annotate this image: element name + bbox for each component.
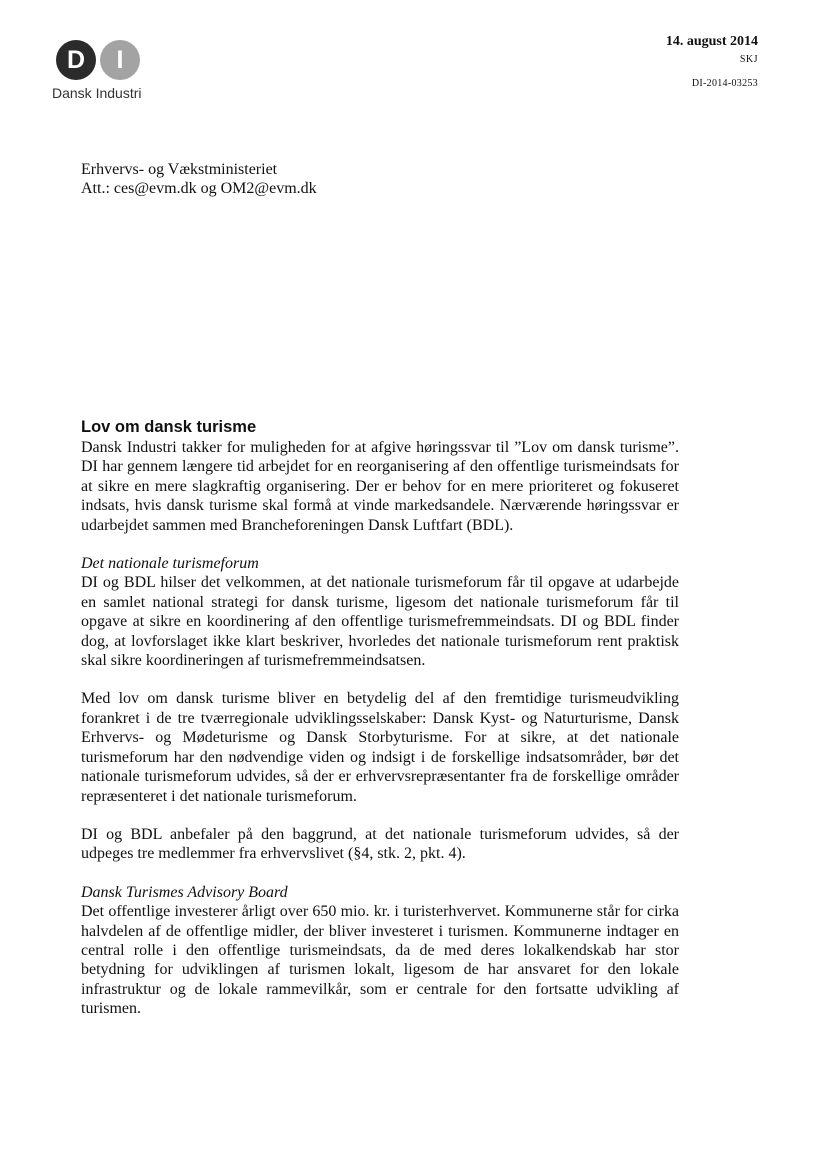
section-national-tourism-forum <box>81 554 679 864</box>
logo-letter-d: D <box>56 40 96 80</box>
logo-caption: Dansk Industri <box>52 85 142 101</box>
logo-letter-i: I <box>100 40 140 80</box>
body-paragraph: DI og BDL anbefaler på den baggrund, at det nationale turismeforum udvides, så der udpeges tre medlemmer fra erhvervslivet (§4, stk. 2, pkt. 4). <box>81 825 679 863</box>
reference-number: DI-2014-03253 <box>691 78 758 89</box>
section-advisory-board <box>81 883 679 1019</box>
body-paragraph: Det offentlige investerer årligt over 650 mio. kr. i turisterhvervet. Kommunerne står for cirka halvdelen af de offentlige midler, der bliver investeret i turismen. Kommunerne indtager en central rolle i den offentlige turismeindsats, da de med deres lokalkendskab har stor betydning for udviklingen af turismen lokalt, ligesom de har ansvaret for den lokale infrastruktur og de lokale rammevilkår, som er centrale for den fortsatte udvikling af turismen. <box>81 903 679 1018</box>
letter-meta <box>666 34 758 89</box>
recipient-name: Erhvervs- og Vækstministeriet <box>81 161 278 178</box>
intro-paragraph: Dansk Industri takker for muligheden for at afgive høringssvar til ”Lov om dansk turisme”. DI har gennem længere tid arbejdet for en reorganisering af den offentlige turismeindsats for at sikre en mere slagkraftig organisering. Der er behov for en mere prioriteret og fokuseret indsats, hvis dansk turisme skal formå at vinde markedsandele. Nærværende høringssvar er udarbejdet sammen med Brancheforeningen Dansk Luftfart (BDL). <box>81 439 679 534</box>
letter-date: 14. august 2014 <box>665 34 758 49</box>
section-heading: Det nationale turismeforum <box>81 555 259 573</box>
letter-body <box>81 418 679 1019</box>
letter-title: Lov om dansk turisme <box>81 418 257 436</box>
author-initials: SKJ <box>739 54 758 65</box>
body-paragraph: DI og BDL hilser det velkommen, at det nationale turismeforum får til opgave at udarbejde en samlet national strategi for dansk turisme, ligesom det nationale turismeforum får til opgave at sikre en koordinering af den offentlige turismefremmeindsats. DI og BDL finder dog, at lovforslaget ikke klart beskriver, hvorledes det nationale turismeforum rent praktisk skal sikre koordineringen af turismefremmeindsatsen. <box>81 574 679 670</box>
recipient-block <box>81 160 317 198</box>
section-heading: Dansk Turismes Advisory Board <box>81 883 288 901</box>
recipient-attention: Att.: ces@evm.dk og OM2@evm.dk <box>81 180 317 197</box>
logo-mark <box>52 40 172 80</box>
body-paragraph: Med lov om dansk turisme bliver en betydelig del af den fremtidige turismeudvikling forankret i de tre tværregionale udviklingsselskaber: Dansk Kyst- og Naturturisme, Dansk Erhvervs- og Mødeturisme og Dansk Storbyturisme. For at sikre, at det nationale turismeforum har den nødvendige viden og indsigt i de forskellige indsatsområder, bør det nationale turismeforum udvides, så der er erhvervsrepræsentanter fra de forskellige områder repræsenteret i det nationale turismeforum. <box>81 690 679 805</box>
di-logo <box>52 40 172 108</box>
